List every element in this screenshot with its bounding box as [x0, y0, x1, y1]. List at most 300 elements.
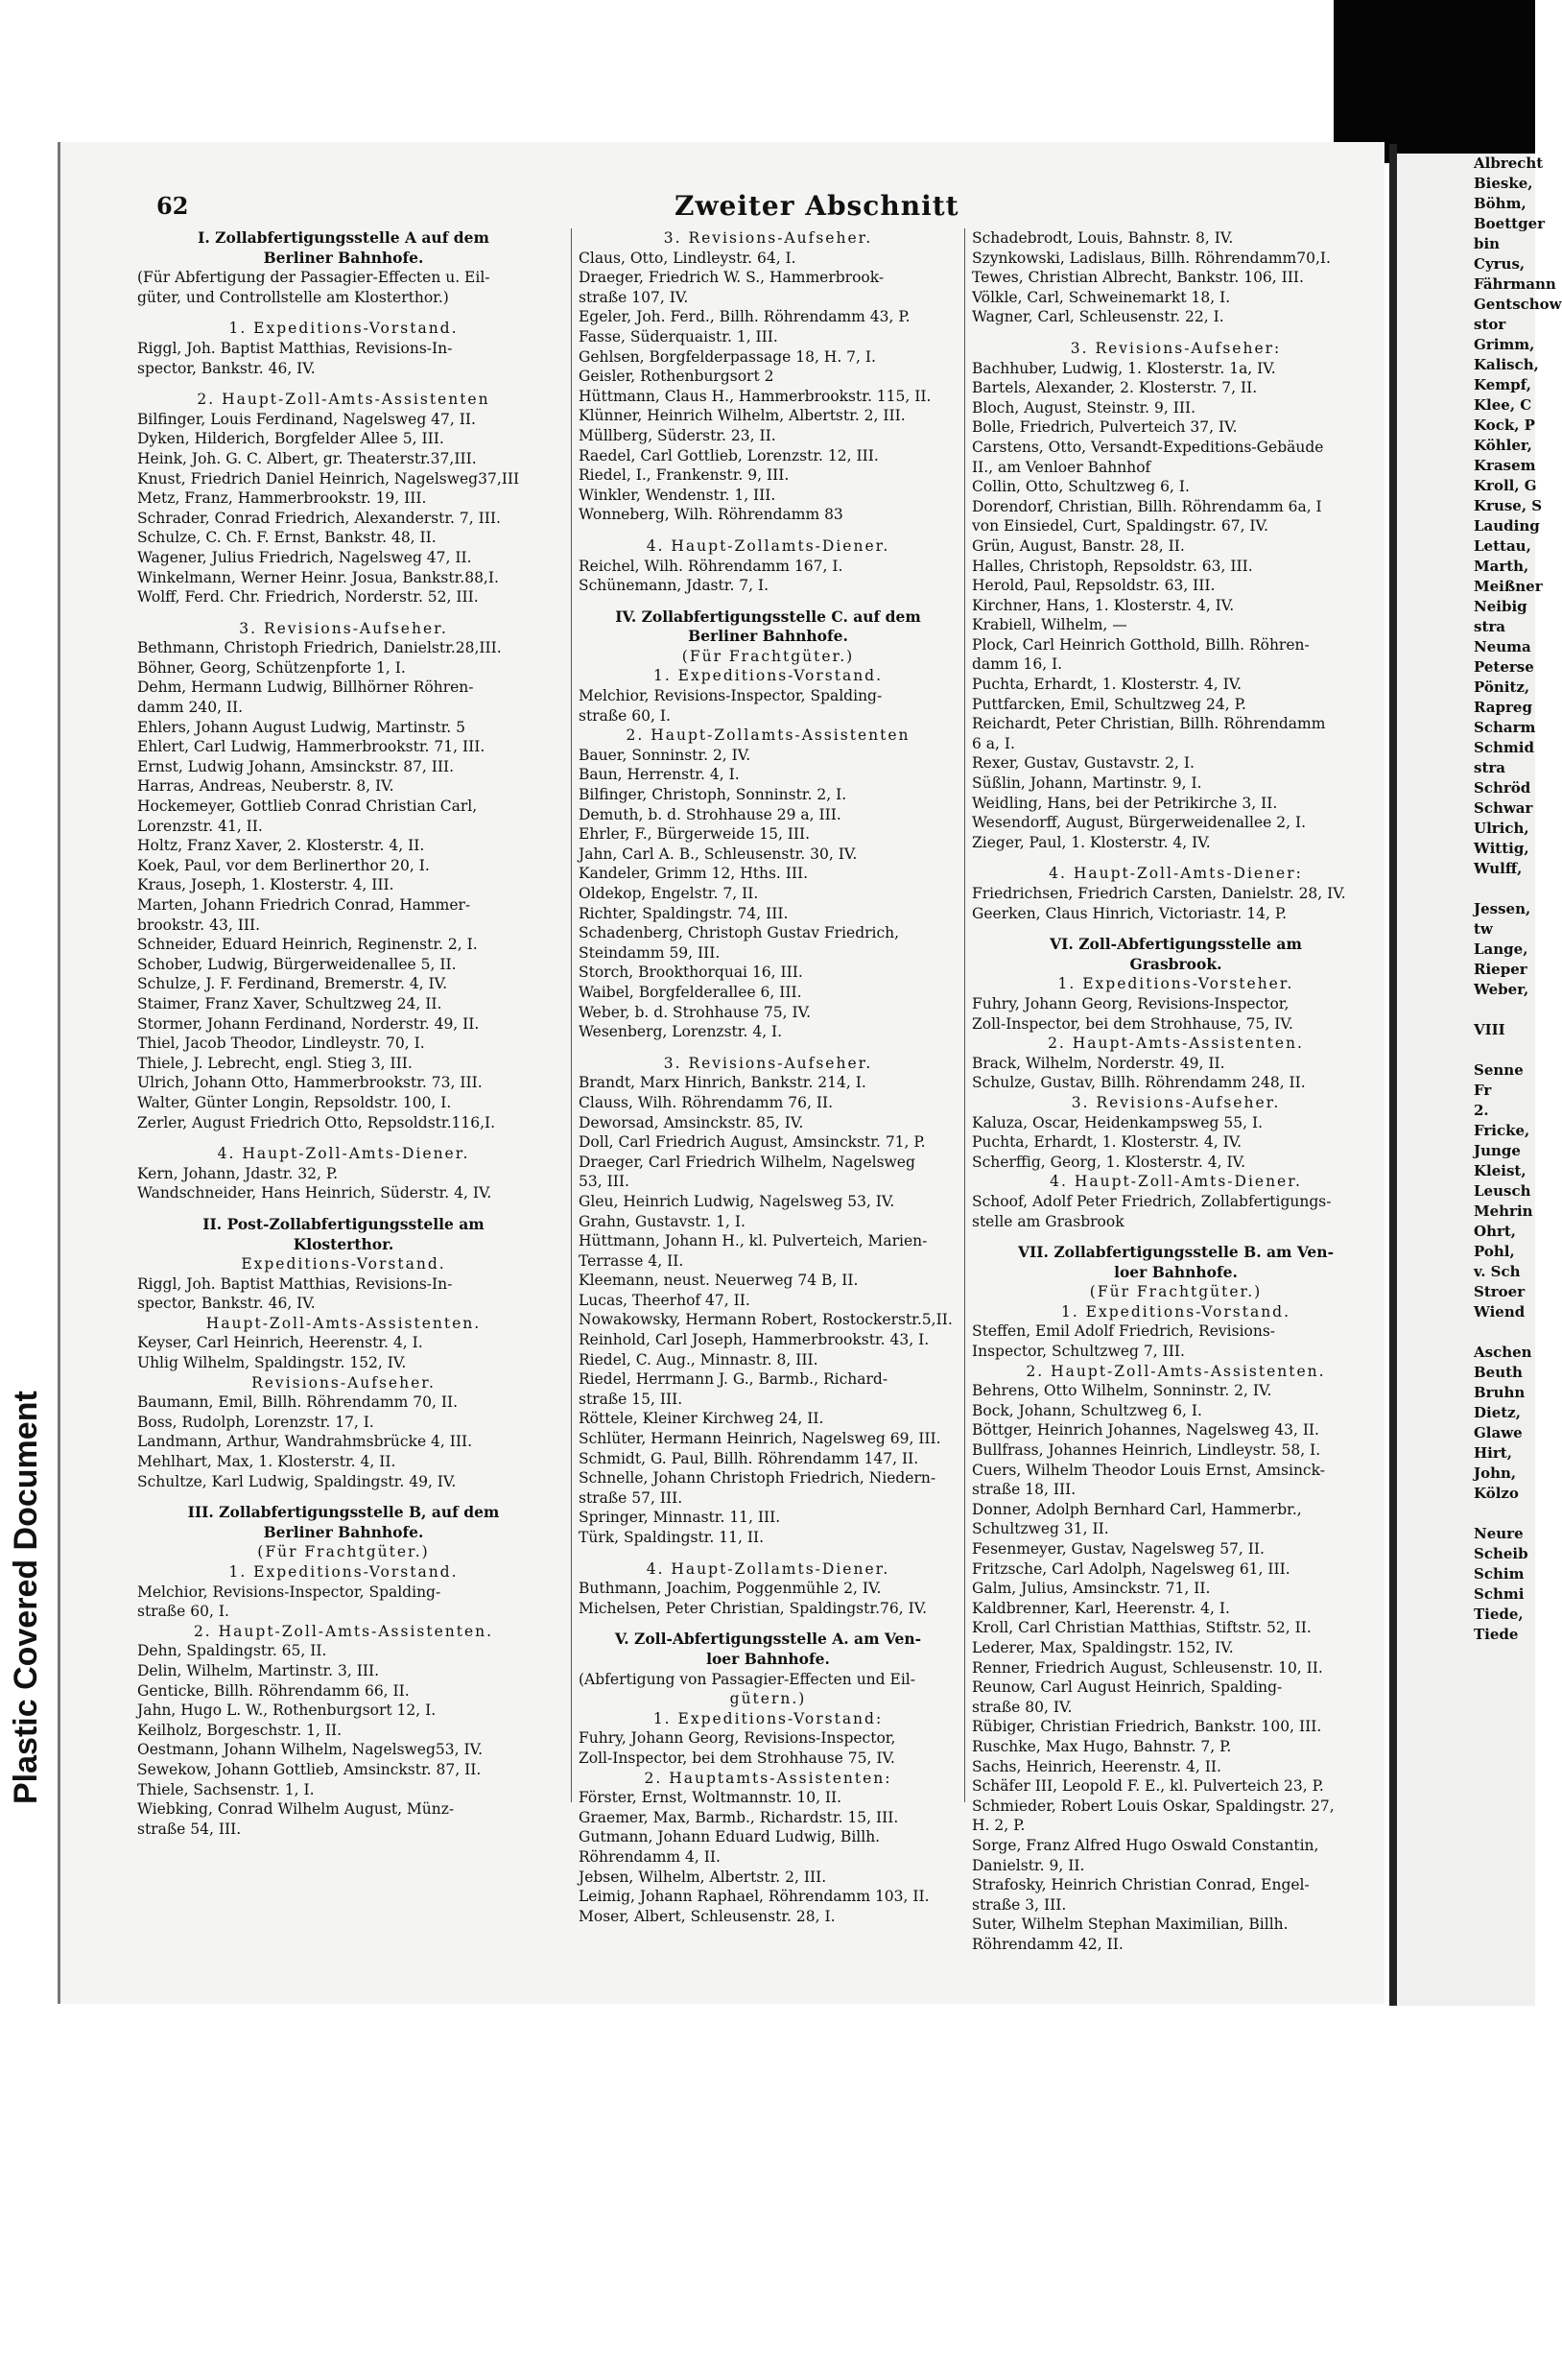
right-page-line: Leusch: [1474, 1182, 1531, 1200]
entry-line: Böhner, Georg, Schützenpforte 1, I.: [137, 658, 406, 677]
column-2: [579, 228, 958, 1926]
right-page-line: Beuth: [1474, 1364, 1523, 1381]
entry-line: Staimer, Franz Xaver, Schultzweg 24, II.: [137, 994, 442, 1012]
right-page-line: Hirt,: [1474, 1444, 1512, 1462]
spacer: [137, 1491, 550, 1503]
entry-line: Riedel, I., Frankenstr. 9, III.: [579, 466, 790, 485]
entry-line: Riggl, Joh. Baptist Matthias, Revisions-In-: [137, 339, 453, 357]
entry-line: Keyser, Carl Heinrich, Heerenstr. 4, I.: [137, 1334, 423, 1352]
entry-line: Schultzweg 31, II.: [972, 1520, 1109, 1538]
right-page-line: Senne: [1474, 1061, 1524, 1079]
spacer: [137, 378, 550, 390]
right-page-line: Krasem: [1474, 457, 1536, 474]
entry-line: güter, und Controllstelle am Klosterthor.): [137, 288, 449, 306]
entry-line: Moser, Albert, Schleusenstr. 28, I.: [579, 1907, 836, 1925]
entry-line: Richter, Spaldingstr. 74, III.: [579, 904, 789, 922]
entry-line: Kaluza, Oscar, Heidenkampsweg 55, I.: [972, 1113, 1264, 1131]
entry-line: Raedel, Carl Gottlieb, Lorenzstr. 12, III.: [579, 446, 879, 464]
entry-line: Herold, Paul, Repsoldstr. 63, III.: [972, 577, 1216, 595]
right-page-line: Schwar: [1474, 799, 1533, 817]
spacer: [579, 596, 958, 607]
page-heading: Zweiter Abschnitt: [674, 190, 959, 222]
entry-line: Fuhry, Johann Georg, Revisions-Inspector,: [972, 994, 1290, 1012]
right-page-line: Stroer: [1474, 1283, 1526, 1300]
entry-line: Hüttmann, Johann H., kl. Pulverteich, Marien-: [579, 1232, 928, 1250]
subsection-heading: 2. Hauptamts-Assistenten:: [644, 1769, 892, 1787]
right-page-line: Meißner: [1474, 578, 1543, 595]
entry-line: Schmidt, G. Paul, Billh. Röhrendamm 147, II.: [579, 1449, 919, 1467]
section-heading: II. Post-Zollabfertigungsstelle am: [202, 1214, 485, 1233]
right-page-line: Rieper: [1474, 961, 1527, 978]
entry-line: von Einsiedel, Curt, Spaldingstr. 67, IV.: [972, 517, 1268, 536]
entry-line: Jebsen, Wilhelm, Albertstr. 2, III.: [579, 1868, 827, 1886]
entry-line: Melchior, Revisions-Inspector, Spalding-: [137, 1583, 441, 1601]
entry-line: Marten, Johann Friedrich Conrad, Hammer-: [137, 896, 471, 914]
entry-line: Terrasse 4, II.: [579, 1251, 684, 1270]
right-page-line: Kleist,: [1474, 1162, 1526, 1179]
entry-line: Schultze, Karl Ludwig, Spaldingstr. 49, IV.: [137, 1472, 457, 1490]
entry-line: Bolle, Friedrich, Pulverteich 37, IV.: [972, 418, 1238, 437]
section-heading: loer Bahnhofe.: [706, 1649, 830, 1668]
right-page-line: Tiede,: [1474, 1606, 1524, 1623]
entry-line: Schlüter, Hermann Heinrich, Nagelsweg 69, III.: [579, 1430, 941, 1448]
section-heading: V. Zoll-Abfertigungsstelle A. am Ven-: [614, 1630, 922, 1649]
entry-line: Stormer, Johann Ferdinand, Norderstr. 49, II.: [137, 1014, 480, 1033]
entry-line: Carstens, Otto, Versandt-Expeditions-Gebäude: [972, 438, 1324, 456]
entry-line: Kraus, Joseph, 1. Klosterstr. 4, III.: [137, 876, 394, 894]
section-heading: IV. Zollabfertigungsstelle C. auf dem: [615, 607, 921, 626]
subsection-heading: 1. Expeditions-Vorstand.: [1060, 1302, 1291, 1321]
entry-line: damm 16, I.: [972, 655, 1063, 674]
subsection-heading: 1. Expeditions-Vorstand:: [652, 1709, 884, 1727]
right-page-line: Kempf,: [1474, 376, 1531, 393]
right-page-line: Gentschow: [1474, 296, 1562, 313]
right-page-line: Wiend: [1474, 1303, 1526, 1321]
entry-line: straße 57, III.: [579, 1488, 683, 1507]
spacer: [137, 307, 550, 319]
section-heading: Berliner Bahnhofe.: [263, 1522, 424, 1541]
right-page-line: Cyrus,: [1474, 255, 1526, 273]
entry-line: Wonneberg, Wilh. Röhrendamm 83: [579, 506, 843, 524]
entry-line: Rexer, Gustav, Gustavstr. 2, I.: [972, 754, 1195, 773]
spacer: [972, 852, 1380, 864]
right-page-line: Bruhn: [1474, 1384, 1526, 1401]
entry-line: Reichardt, Peter Christian, Billh. Röhrendamm: [972, 715, 1326, 733]
right-page-line: Scheib: [1474, 1545, 1528, 1562]
entry-line: Graemer, Max, Barmb., Richardstr. 15, III.: [579, 1808, 899, 1826]
entry-line: Donner, Adolph Bernhard Carl, Hammerbr.,: [972, 1500, 1302, 1518]
section-heading: VI. Zoll-Abfertigungsstelle am: [1050, 935, 1302, 954]
entry-line: Metz, Franz, Hammerbrookstr. 19, III.: [137, 489, 427, 508]
subsection-heading: 2. Haupt-Zollamts-Assistenten: [626, 726, 911, 745]
right-page-line: Marth,: [1474, 558, 1529, 575]
subsection-heading: 4. Haupt-Zoll-Amts-Diener.: [1050, 1173, 1302, 1191]
entry-line: Zoll-Inspector, bei dem Strohhause 75, IV.: [579, 1749, 895, 1767]
spacer: [579, 1042, 958, 1054]
entry-line: Kirchner, Hans, 1. Klosterstr. 4, IV.: [972, 596, 1235, 614]
entry-line: Puchta, Erhardt, 1. Klosterstr. 4, IV.: [972, 1133, 1242, 1152]
entry-line: Renner, Friedrich August, Schleusenstr. 10, II.: [972, 1658, 1323, 1677]
right-page-line: stor: [1474, 316, 1506, 333]
right-page-line: Kalisch,: [1474, 356, 1539, 373]
entry-line: Schoof, Adolf Peter Friedrich, Zollabfertigungs-: [972, 1192, 1332, 1210]
right-page-line: Kruse, S: [1474, 497, 1543, 514]
entry-line: Dehm, Hermann Ludwig, Billhörner Röhren-: [137, 678, 474, 697]
entry-line: Förster, Ernst, Woltmannstr. 10, II.: [579, 1789, 842, 1807]
page-fold: [1389, 144, 1397, 2006]
right-page-line: Peterse: [1474, 658, 1534, 676]
column-1: [137, 228, 550, 1839]
entry-line: Lucas, Theerhof 47, II.: [579, 1291, 750, 1309]
entry-line: Friedrichsen, Friedrich Carsten, Danielstr. 28, IV.: [972, 885, 1346, 902]
entry-line: Röttele, Kleiner Kirchweg 24, II.: [579, 1410, 824, 1428]
side-label-text: Plastic Covered Document: [8, 1391, 44, 1804]
subsection-heading: Revisions-Aufseher.: [251, 1373, 436, 1392]
entry-line: Reinhold, Carl Joseph, Hammerbrookstr. 43, I.: [579, 1331, 930, 1349]
entry-line: Schadenberg, Christoph Gustav Friedrich,: [579, 924, 900, 942]
entry-line: Schneider, Eduard Heinrich, Reginenstr. 2, I.: [137, 936, 478, 954]
entry-line: straße 60, I.: [137, 1603, 229, 1621]
right-page-line: [1397, 1000, 1535, 1020]
subsection-heading: 4. Haupt-Zollamts-Diener.: [646, 1559, 890, 1578]
entry-line: Bilfinger, Christoph, Sonninstr. 2, I.: [579, 786, 847, 804]
entry-line: straße 80, IV.: [972, 1698, 1073, 1716]
entry-line: Harras, Andreas, Neuberstr. 8, IV.: [137, 777, 394, 796]
subsection-heading: 2. Haupt-Zoll-Amts-Assistenten: [197, 391, 490, 409]
entry-line: straße 15, III.: [579, 1390, 683, 1408]
entry-line: Clauss, Wilh. Röhrendamm 76, II.: [579, 1093, 833, 1111]
subsection-heading: 3. Revisions-Aufseher.: [239, 619, 448, 637]
entry-line: Kandeler, Grimm 12, Hths. III.: [579, 865, 809, 883]
subsection-heading: 2. Haupt-Amts-Assistenten.: [1048, 1035, 1304, 1053]
subsection-heading: 4. Haupt-Zoll-Amts-Diener.: [217, 1145, 470, 1163]
entry-line: Egeler, Joh. Ferd., Billh. Röhrendamm 43, P.: [579, 308, 911, 326]
entry-line: Nowakowsky, Hermann Robert, Rostockerstr.5,II.: [579, 1311, 953, 1329]
section-heading: I. Zollabfertigungsstelle A auf dem: [198, 228, 489, 247]
entry-line: Baumann, Emil, Billh. Röhrendamm 70, II.: [137, 1393, 459, 1412]
right-page-line: John,: [1474, 1464, 1517, 1482]
right-page-line: Ohrt,: [1474, 1223, 1517, 1240]
spacer: [972, 1231, 1380, 1243]
entry-line: Weber, b. d. Strohhause 75, IV.: [579, 1003, 811, 1021]
entry-line: damm 240, II.: [137, 699, 244, 717]
entry-line: Müllberg, Süderstr. 23, II.: [579, 426, 776, 444]
entry-line: Schnelle, Johann Christoph Friedrich, Niedern-: [579, 1469, 936, 1488]
section-heading: Berliner Bahnhofe.: [688, 627, 848, 646]
entry-line: Walter, Günter Longin, Repsoldstr. 100, I.: [137, 1093, 452, 1111]
spacer: [579, 1548, 958, 1559]
entry-line: Geerken, Claus Hinrich, Victoriastr. 14, P.: [972, 904, 1288, 922]
entry-line: Kaldbrenner, Karl, Heerenstr. 4, I.: [972, 1599, 1230, 1617]
entry-line: Süßlin, Johann, Martinstr. 9, I.: [972, 774, 1202, 793]
entry-line: Steffen, Emil Adolf Friedrich, Revisions-: [972, 1322, 1276, 1341]
entry-line: Schulze, Gustav, Billh. Röhrendamm 248, II.: [972, 1074, 1306, 1092]
entry-line: 53, III.: [579, 1173, 629, 1191]
entry-line: Keilholz, Borgeschstr. 1, II.: [137, 1721, 343, 1739]
entry-line: straße 54, III.: [137, 1820, 242, 1838]
right-page-line: [1397, 1322, 1535, 1343]
entry-line: Boss, Rudolph, Lorenzstr. 17, I.: [137, 1413, 374, 1431]
entry-line: Sorge, Franz Alfred Hugo Oswald Constantin,: [972, 1836, 1319, 1854]
right-page-line: Lange,: [1474, 940, 1528, 958]
entry-line: Rübiger, Christian Friedrich, Bankstr. 100, III.: [972, 1718, 1322, 1736]
entry-line: Draeger, Carl Friedrich Wilhelm, Nagelsweg: [579, 1153, 915, 1171]
entry-line: Gleu, Heinrich Ludwig, Nagelsweg 53, IV.: [579, 1192, 895, 1210]
entry-line: Galm, Julius, Amsinckstr. 71, II.: [972, 1580, 1211, 1598]
entry-line: (Für Abfertigung der Passagier-Effecten u. Eil-: [137, 269, 490, 287]
entry-line: Strafosky, Heinrich Christian Conrad, Engel-: [972, 1876, 1310, 1894]
subsection-heading: (Für Frachtgüter.): [257, 1543, 430, 1561]
entry-line: II., am Venloer Bahnhof: [972, 458, 1151, 476]
entry-line: Inspector, Schultzweg 7, III.: [972, 1343, 1185, 1361]
entry-line: straße 60, I.: [579, 706, 671, 725]
entry-line: Bock, Johann, Schultzweg 6, I.: [972, 1401, 1202, 1419]
right-page-line: Lauding: [1474, 517, 1540, 535]
subsection-heading: 1. Expeditions-Vorstand.: [228, 320, 459, 338]
entry-line: Melchior, Revisions-Inspector, Spalding-: [579, 687, 883, 705]
entry-line: Wagener, Julius Friedrich, Nagelsweg 47, II.: [137, 548, 472, 566]
right-page-line: VIII: [1474, 1021, 1505, 1038]
entry-line: Zoll-Inspector, bei dem Strohhause, 75, IV.: [972, 1014, 1293, 1033]
entry-line: Schulze, C. Ch. F. Ernst, Bankstr. 48, II.: [137, 529, 437, 547]
right-page-line: Wulff,: [1474, 860, 1523, 877]
right-page-line: Jessen,: [1474, 900, 1531, 917]
right-page-line: Pönitz,: [1474, 678, 1530, 696]
entry-line: Bartels, Alexander, 2. Klosterstr. 7, II.: [972, 379, 1258, 397]
entry-line: Wesenberg, Lorenzstr. 4, I.: [579, 1023, 783, 1041]
right-page-line: Glawe: [1474, 1424, 1523, 1441]
entry-line: Riedel, C. Aug., Minnastr. 8, III.: [579, 1350, 818, 1368]
entry-line: Brack, Wilhelm, Norderstr. 49, II.: [972, 1054, 1225, 1072]
right-page-edge: [1397, 154, 1562, 2006]
right-page-line: Neuma: [1474, 638, 1531, 655]
entry-line: Wiebking, Conrad Wilhelm August, Münz-: [137, 1800, 455, 1819]
subsection-heading: 1. Expeditions-Vorstand.: [652, 667, 884, 685]
entry-line: Mehlhart, Max, 1. Klosterstr. 4, II.: [137, 1453, 396, 1471]
entry-line: Gehlsen, Borgfelderpassage 18, H. 7, I.: [579, 347, 876, 366]
entry-line: Lederer, Max, Spaldingstr. 152, IV.: [972, 1638, 1234, 1656]
section-heading: loer Bahnhofe.: [1114, 1262, 1238, 1281]
entry-line: Böttger, Heinrich Johannes, Nagelsweg 43, II.: [972, 1421, 1319, 1440]
right-page-line: Klee, C: [1474, 396, 1532, 414]
entry-line: Bilfinger, Louis Ferdinand, Nagelsweg 47, II.: [137, 410, 476, 428]
entry-line: Halles, Christoph, Repsoldstr. 63, III.: [972, 557, 1253, 575]
entry-line: Claus, Otto, Lindleystr. 64, I.: [579, 249, 796, 267]
right-page-line: Albrecht: [1474, 155, 1544, 172]
entry-line: Oldekop, Engelstr. 7, II.: [579, 885, 759, 902]
entry-line: Dorendorf, Christian, Billh. Röhrendamm 6a, I: [972, 497, 1322, 515]
entry-line: Reunow, Carl August Heinrich, Spalding-: [972, 1678, 1283, 1697]
entry-line: Steindamm 59, III.: [579, 943, 721, 962]
right-page-line: Köhler,: [1474, 437, 1532, 454]
entry-line: Thiele, Sachsenstr. 1, I.: [137, 1780, 315, 1798]
right-page-line: Schim: [1474, 1565, 1525, 1583]
entry-line: Schober, Ludwig, Bürgerweidenallee 5, II.: [137, 955, 457, 973]
entry-line: straße 3, III.: [972, 1895, 1067, 1914]
right-page-line: Kölzo: [1474, 1485, 1519, 1502]
entry-line: Fritzsche, Carl Adolph, Nagelsweg 61, III.: [972, 1559, 1290, 1578]
spacer: [137, 1132, 550, 1144]
entry-line: Wolff, Ferd. Chr. Friedrich, Norderstr. 52, III.: [137, 588, 479, 607]
entry-line: Bachhuber, Ludwig, 1. Klosterstr. 1a, IV.: [972, 359, 1276, 377]
subsection-heading: Expeditions-Vorstand.: [241, 1255, 446, 1273]
scan-black-border: [1334, 0, 1535, 163]
right-page-line: Mehrin: [1474, 1202, 1533, 1220]
entry-line: Weidling, Hans, bei der Petrikirche 3, II.: [972, 794, 1278, 812]
entry-line: Lorenzstr. 41, II.: [137, 817, 263, 835]
entry-line: straße 18, III.: [972, 1481, 1077, 1499]
right-page-line: Weber,: [1474, 981, 1529, 998]
entry-line: Bauer, Sonninstr. 2, IV.: [579, 746, 751, 764]
entry-line: Michelsen, Peter Christian, Spaldingstr.76, IV.: [579, 1599, 928, 1617]
entry-line: Springer, Minnastr. 11, III.: [579, 1509, 781, 1527]
entry-line: Buthmann, Joachim, Poggenmühle 2, IV.: [579, 1580, 882, 1598]
entry-line: Landmann, Arthur, Wandrahmsbrücke 4, III.: [137, 1433, 473, 1451]
entry-line: Demuth, b. d. Strohhause 29 a, III.: [579, 805, 841, 823]
right-page-line: Schröd: [1474, 779, 1531, 797]
entry-line: Puchta, Erhardt, 1. Klosterstr. 4, IV.: [972, 676, 1242, 694]
entry-line: 6 a, I.: [972, 734, 1015, 752]
subsection-heading: Haupt-Zoll-Amts-Assistenten.: [205, 1314, 482, 1332]
entry-line: Thiele, J. Lebrecht, engl. Stieg 3, III.: [137, 1054, 413, 1072]
right-page-line: Aschen: [1474, 1344, 1532, 1361]
spacer: [579, 1618, 958, 1630]
entry-line: (Abfertigung von Passagier-Effecten und Eil-: [579, 1670, 915, 1688]
subsection-heading: (Für Frachtgüter.): [681, 647, 855, 665]
column-3: [972, 228, 1380, 1954]
right-page-line: Neure: [1474, 1525, 1524, 1542]
entry-line: Storch, Brookthorquai 16, III.: [579, 964, 803, 982]
right-page-line: Schmi: [1474, 1585, 1525, 1603]
right-page-line: Junge: [1474, 1142, 1521, 1159]
entry-line: Fesenmeyer, Gustav, Nagelsweg 57, II.: [972, 1540, 1265, 1558]
spacer: [972, 923, 1380, 935]
left-page: [58, 142, 1384, 2004]
column-divider: [964, 228, 965, 1802]
right-page-line: Wittig,: [1474, 840, 1529, 857]
entry-line: Grahn, Gustavstr. 1, I.: [579, 1212, 746, 1230]
right-page-line: Fr: [1474, 1082, 1492, 1099]
right-page-line: Tiede: [1474, 1626, 1519, 1643]
right-page-line: Fricke,: [1474, 1122, 1530, 1139]
entry-line: Schmieder, Robert Louis Oskar, Spaldingstr. 27,: [972, 1797, 1335, 1815]
right-page-line: Boettger: [1474, 215, 1546, 232]
right-page-line: Bieske,: [1474, 175, 1533, 192]
entry-line: brookstr. 43, III.: [137, 916, 261, 934]
entry-line: Collin, Otto, Schultzweg 6, I.: [972, 478, 1190, 496]
entry-line: Klünner, Heinrich Wilhelm, Albertstr. 2, III.: [579, 407, 906, 425]
subsection-heading: 1. Expeditions-Vorsteher.: [1057, 975, 1294, 993]
spacer: [137, 1203, 550, 1215]
entry-line: Dyken, Hilderich, Borgfelder Allee 5, III.: [137, 430, 444, 448]
entry-line: Röhrendamm 42, II.: [972, 1935, 1124, 1953]
entry-line: Baun, Herrenstr. 4, I.: [579, 766, 740, 784]
entry-line: Sewekow, Johann Gottlieb, Amsinckstr. 87, II.: [137, 1760, 482, 1778]
entry-line: Draeger, Friedrich W. S., Hammerbrook-: [579, 269, 885, 287]
section-heading: Grasbrook.: [1129, 954, 1222, 973]
subsection-heading: 4. Haupt-Zollamts-Diener.: [646, 536, 890, 555]
entry-line: Knust, Friedrich Daniel Heinrich, Nagelsweg37,III: [137, 469, 520, 488]
right-page-line: Ulrich,: [1474, 820, 1529, 837]
right-page-line: Dietz,: [1474, 1404, 1521, 1421]
entry-line: Holtz, Franz Xaver, 2. Klosterstr. 4, II.: [137, 837, 425, 855]
entry-line: Leimig, Johann Raphael, Röhrendamm 103, II.: [579, 1888, 930, 1906]
entry-line: Tewes, Christian Albrecht, Bankstr. 106, III.: [972, 269, 1304, 287]
entry-line: Riedel, Herrmann J. G., Barmb., Richard-: [579, 1370, 888, 1389]
entry-line: Plock, Carl Heinrich Gotthold, Billh. Röhren-: [972, 635, 1310, 654]
entry-line: Kern, Johann, Jdastr. 32, P.: [137, 1164, 339, 1182]
right-page-line: [1397, 1504, 1535, 1524]
right-page-line: [1397, 879, 1535, 899]
right-page-line: stra: [1474, 618, 1505, 635]
subsection-heading: 2. Haupt-Zoll-Amts-Assistenten.: [1026, 1362, 1326, 1380]
right-page-line: tw: [1474, 920, 1493, 938]
right-page-line: Neibig: [1474, 598, 1527, 615]
entry-line: Heink, Joh. G. C. Albert, gr. Theaterstr.37,III.: [137, 449, 477, 467]
right-page-line: 2.: [1474, 1102, 1489, 1119]
entry-line: Puttfarcken, Emil, Schultzweg 24, P.: [972, 695, 1246, 713]
subsection-heading: gütern.): [729, 1690, 807, 1708]
entry-line: Cuers, Wilhelm Theodor Louis Ernst, Amsinck-: [972, 1461, 1325, 1479]
entry-line: Bullfrass, Johannes Heinrich, Lindleystr. 58, I.: [972, 1441, 1321, 1460]
right-page-line: bin: [1474, 235, 1501, 252]
entry-line: Hüttmann, Claus H., Hammerbrookstr. 115, II.: [579, 387, 932, 405]
section-heading: Berliner Bahnhofe.: [263, 248, 424, 267]
subsection-heading: 3. Revisions-Aufseher.: [663, 229, 873, 247]
entry-line: Suter, Wilhelm Stephan Maximilian, Billh.: [972, 1916, 1289, 1934]
entry-line: spector, Bankstr. 46, IV.: [137, 359, 316, 377]
right-page-line: Rapreg: [1474, 699, 1532, 716]
entry-line: Kroll, Carl Christian Matthias, Stiftstr. 52, II.: [972, 1619, 1312, 1637]
entry-line: Genticke, Billh. Röhrendamm 66, II.: [137, 1681, 410, 1700]
section-heading: VII. Zollabfertigungsstelle B. am Ven-: [1018, 1243, 1334, 1262]
entry-line: Hockemeyer, Gottlieb Conrad Christian Carl,: [137, 797, 478, 816]
entry-line: Reichel, Wilh. Röhrendamm 167, I.: [579, 557, 843, 575]
entry-line: Jahn, Hugo L. W., Rothenburgsort 12, I.: [137, 1702, 437, 1720]
right-page-line: v. Sch: [1474, 1263, 1521, 1280]
entry-line: Sachs, Heinrich, Heerenstr. 4, II.: [972, 1757, 1221, 1775]
section-heading: Klosterthor.: [293, 1234, 394, 1253]
subsection-heading: 2. Haupt-Zoll-Amts-Assistenten.: [193, 1622, 494, 1640]
entry-line: Koek, Paul, vor dem Berlinerthor 20, I.: [137, 856, 430, 874]
entry-line: Kleemann, neust. Neuerweg 74 B, II.: [579, 1272, 859, 1290]
entry-line: Bethmann, Christoph Friedrich, Danielstr.28,III.: [137, 639, 502, 657]
entry-line: Brandt, Marx Hinrich, Bankstr. 214, I.: [579, 1074, 866, 1092]
entry-line: Behrens, Otto Wilhelm, Sonninstr. 2, IV.: [972, 1382, 1272, 1400]
entry-line: Winkelmann, Werner Heinr. Josua, Bankstr.88,I.: [137, 568, 499, 586]
entry-line: Scherffig, Georg, 1. Klosterstr. 4, IV.: [972, 1153, 1246, 1171]
entry-line: Röhrendamm 4, II.: [579, 1847, 721, 1866]
entry-line: Schulze, J. F. Ferdinand, Bremerstr. 4, IV.: [137, 975, 448, 993]
side-label-bottom: [0, 1391, 48, 2380]
entry-line: Uhlig Wilhelm, Spaldingstr. 152, IV.: [137, 1354, 407, 1372]
entry-line: Fuhry, Johann Georg, Revisions-Inspector,: [579, 1729, 896, 1748]
right-page-line: Fährmann: [1474, 275, 1556, 293]
subsection-heading: 4. Haupt-Zoll-Amts-Diener:: [1049, 865, 1303, 883]
right-page-line: Kock, P: [1474, 416, 1535, 434]
entry-line: H. 2, P.: [972, 1817, 1026, 1835]
entry-line: Ruschke, Max Hugo, Bahnstr. 7, P.: [972, 1737, 1232, 1755]
spacer: [137, 607, 550, 619]
page-number: 62: [156, 192, 189, 220]
entry-line: Fasse, Süderquaistr. 1, III.: [579, 327, 778, 345]
entry-line: Ehlers, Johann August Ludwig, Martinstr. 5: [137, 718, 465, 736]
entry-line: Riggl, Joh. Baptist Matthias, Revisions-In-: [137, 1274, 453, 1293]
spacer: [579, 525, 958, 536]
column-divider: [571, 228, 572, 1802]
entry-line: Wagner, Carl, Schleusenstr. 22, I.: [972, 308, 1224, 326]
entry-line: Geisler, Rothenburgsort 2: [579, 368, 774, 386]
